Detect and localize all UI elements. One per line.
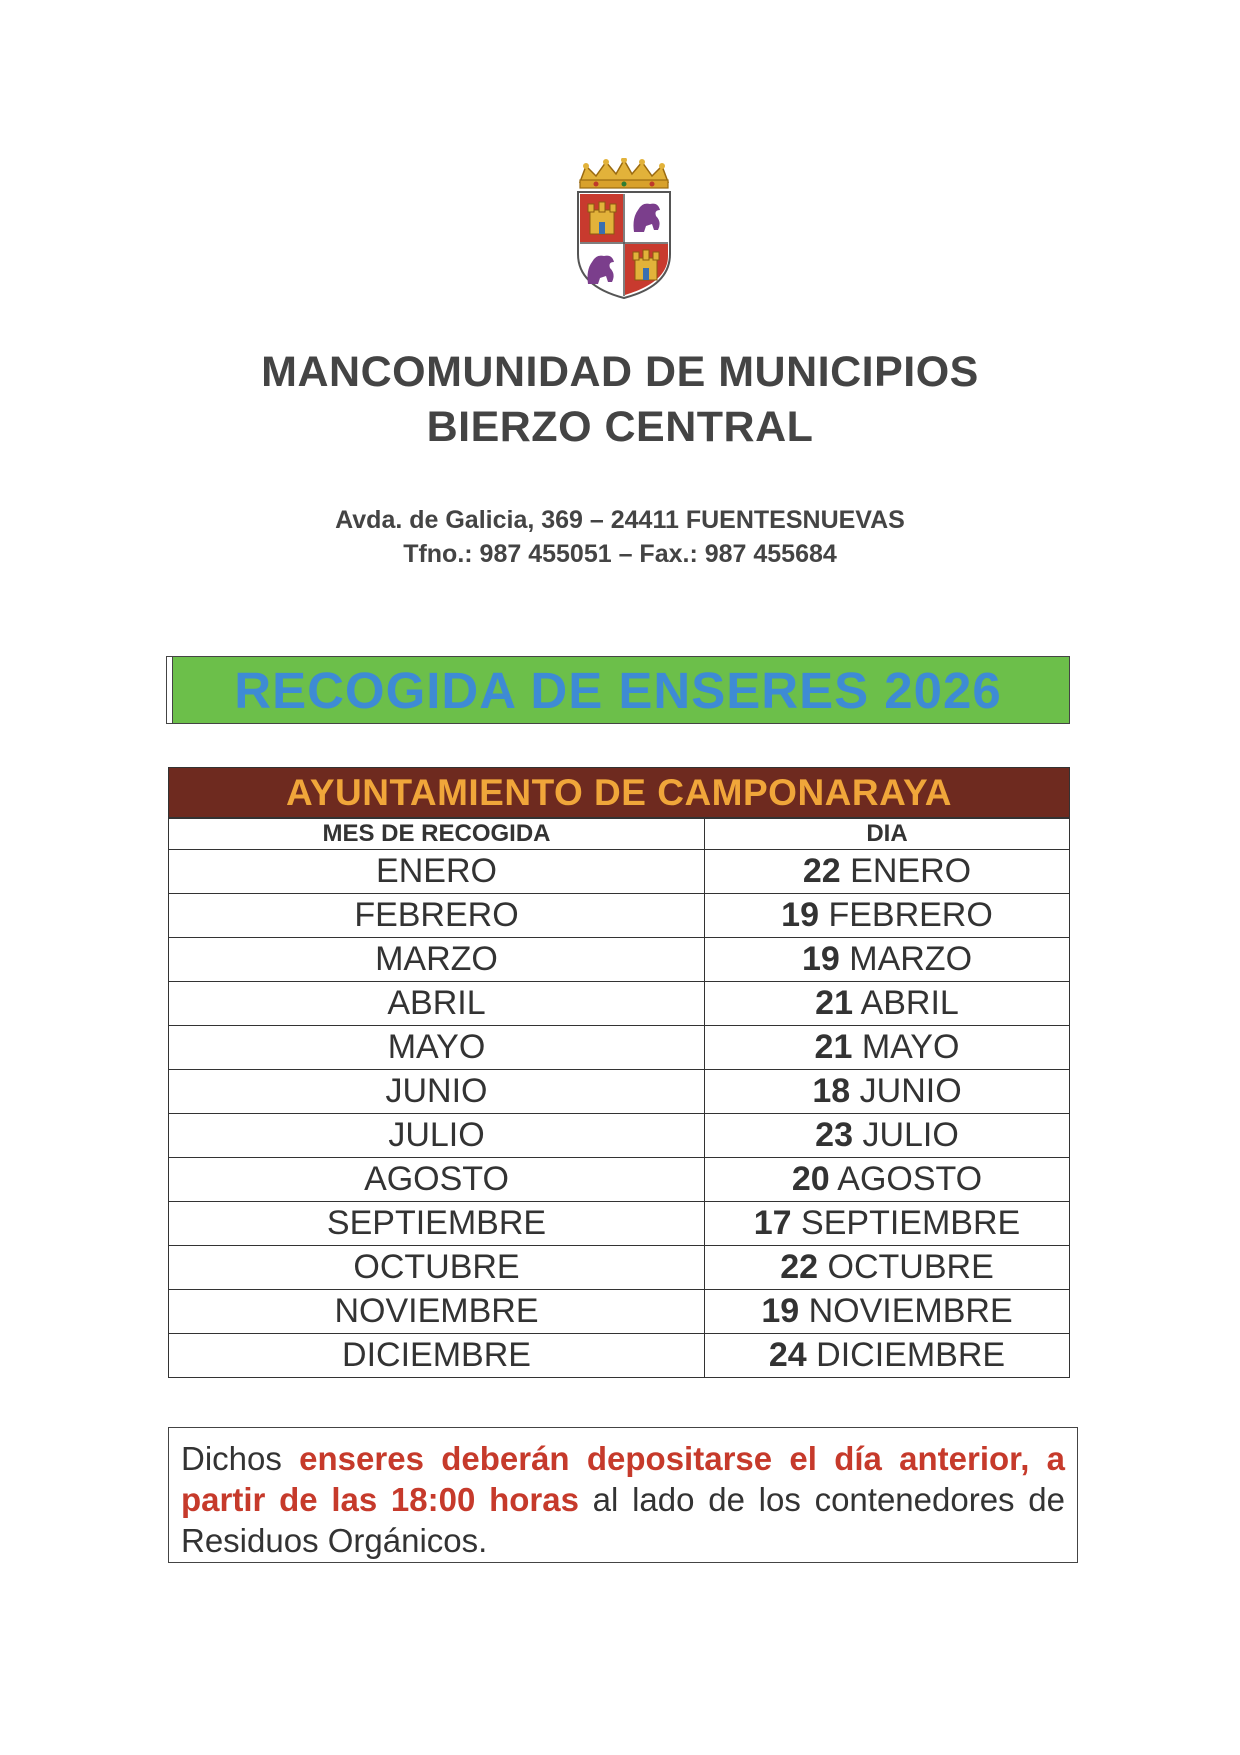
organization-subname: BIERZO CENTRAL — [426, 403, 814, 451]
day-number: 22 — [802, 852, 841, 890]
day-cell — [705, 894, 1070, 938]
table-row — [169, 1158, 1070, 1202]
day-cell — [705, 850, 1070, 894]
day-number: 19 — [801, 940, 840, 978]
table-row — [169, 1334, 1070, 1378]
coat-of-arms-icon — [572, 158, 676, 300]
month-cell: DICIEMBRE — [169, 1334, 705, 1378]
day-month: FEBRERO — [828, 896, 993, 934]
table-row — [169, 982, 1070, 1026]
day-number: 22 — [780, 1248, 819, 1286]
note-text-start: Dichos — [181, 1440, 282, 1477]
shield-icon — [578, 192, 670, 298]
day-number: 19 — [781, 896, 819, 934]
day-cell — [705, 1334, 1070, 1378]
day-number: 19 — [761, 1292, 800, 1330]
note-highlight: enseres deberán depositarse el día anterior, a partir de las 18:00 horas — [181, 1440, 1066, 1518]
instructions-note — [168, 1427, 1078, 1563]
table-row — [169, 1070, 1070, 1114]
day-number: 20 — [791, 1160, 830, 1198]
day-month: MARZO — [849, 940, 973, 978]
day-cell — [705, 1158, 1070, 1202]
table-row — [169, 894, 1070, 938]
month-cell: MARZO — [169, 938, 705, 982]
title-banner — [166, 656, 1070, 724]
banner-title: RECOGIDA DE ENSERES 2026 — [234, 661, 1002, 719]
schedule-table — [168, 818, 1070, 1378]
day-cell — [705, 1202, 1070, 1246]
collection-calendar — [168, 767, 1070, 1378]
day-month: NOVIEMBRE — [808, 1292, 1013, 1330]
day-number: 23 — [815, 1116, 853, 1154]
month-cell: ABRIL — [169, 982, 705, 1026]
day-number: 18 — [812, 1072, 851, 1110]
phone-fax-line: Tfno.: 987 455051 – Fax.: 987 455684 — [403, 540, 837, 568]
month-cell: MAYO — [169, 1026, 705, 1070]
day-number: 21 — [814, 1028, 853, 1066]
day-month: JULIO — [862, 1116, 959, 1154]
day-cell — [705, 982, 1070, 1026]
table-row — [169, 1246, 1070, 1290]
table-header-row — [169, 819, 1070, 850]
table-row — [169, 1202, 1070, 1246]
note-text-end: al lado de los contenedores de Residuos Orgánicos. — [181, 1481, 1065, 1559]
crown-icon — [580, 158, 668, 188]
day-cell — [705, 1290, 1070, 1334]
organization-name: MANCOMUNIDAD DE MUNICIPIOS — [261, 348, 979, 396]
day-cell — [705, 1070, 1070, 1114]
column-header-day: DIA — [705, 819, 1070, 850]
day-month: AGOSTO — [837, 1160, 983, 1198]
day-cell — [705, 1026, 1070, 1070]
day-cell — [705, 938, 1070, 982]
table-row — [169, 1114, 1070, 1158]
day-number: 17 — [753, 1204, 792, 1242]
table-row — [169, 1026, 1070, 1070]
table-row — [169, 938, 1070, 982]
column-header-month: MES DE RECOGIDA — [169, 819, 705, 850]
calendar-title: AYUNTAMIENTO DE CAMPONARAYA — [168, 767, 1070, 818]
address-line: Avda. de Galicia, 369 – 24411 FUENTESNUEVAS — [335, 506, 905, 534]
day-month: MAYO — [861, 1028, 960, 1066]
day-month: JUNIO — [859, 1072, 962, 1110]
month-cell: ENERO — [169, 850, 705, 894]
month-cell: FEBRERO — [169, 894, 705, 938]
day-month: SEPTIEMBRE — [801, 1204, 1021, 1242]
day-number: 21 — [815, 984, 853, 1022]
month-cell: AGOSTO — [169, 1158, 705, 1202]
day-month: ABRIL — [860, 984, 959, 1022]
month-cell: JUNIO — [169, 1070, 705, 1114]
day-number: 24 — [768, 1336, 807, 1374]
day-month: OCTUBRE — [827, 1248, 994, 1286]
day-month: ENERO — [850, 852, 972, 890]
day-cell — [705, 1246, 1070, 1290]
day-cell — [705, 1114, 1070, 1158]
month-cell: NOVIEMBRE — [169, 1290, 705, 1334]
day-month: DICIEMBRE — [816, 1336, 1006, 1374]
month-cell: OCTUBRE — [169, 1246, 705, 1290]
month-cell: JULIO — [169, 1114, 705, 1158]
table-row — [169, 850, 1070, 894]
month-cell: SEPTIEMBRE — [169, 1202, 705, 1246]
table-row — [169, 1290, 1070, 1334]
